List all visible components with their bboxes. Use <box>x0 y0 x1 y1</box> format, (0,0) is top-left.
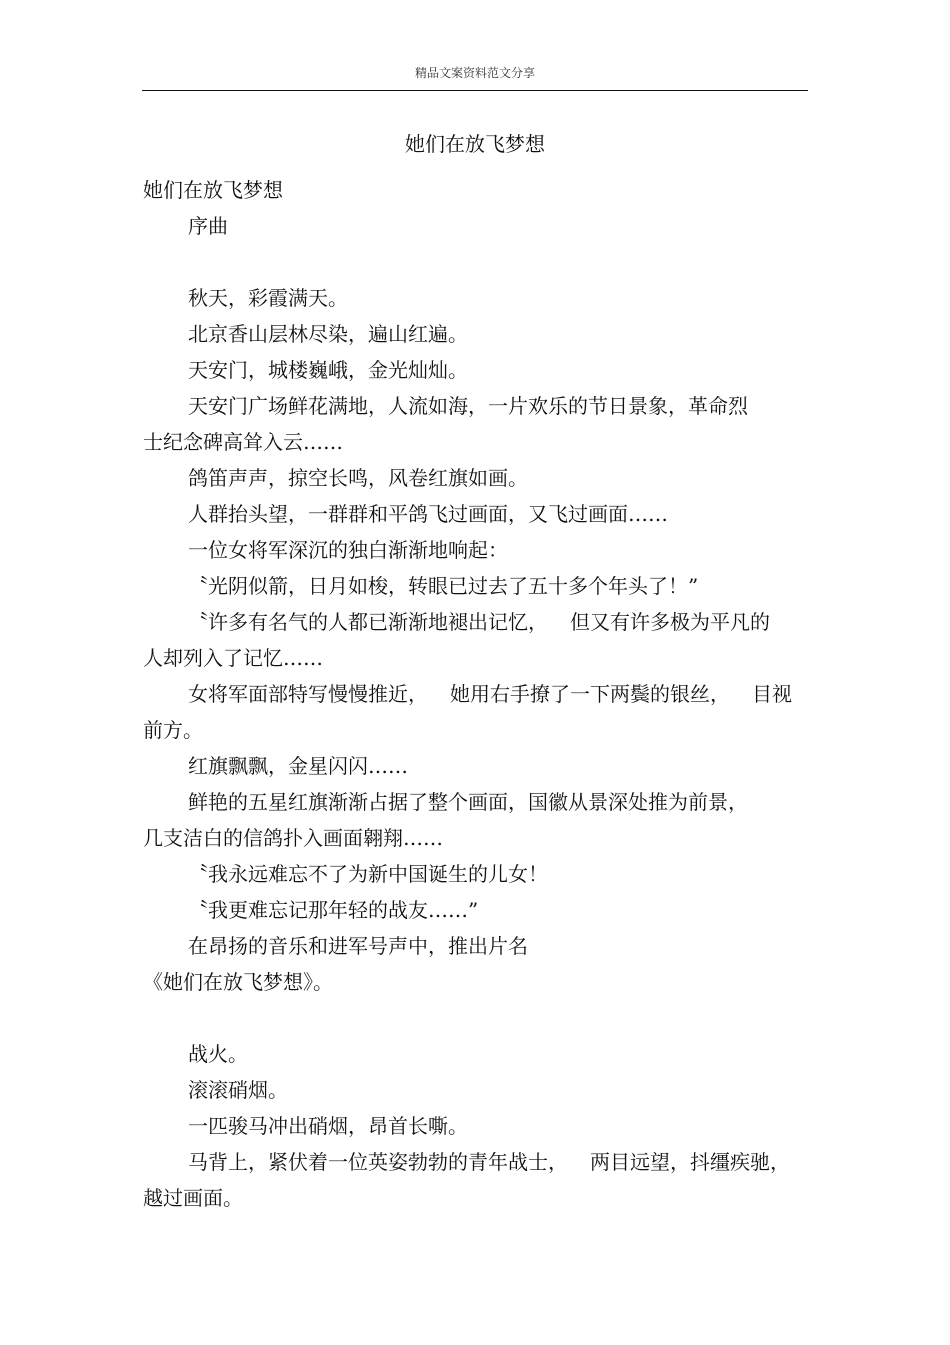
paragraph-line: 红旗飘飘，金星闪闪…… <box>188 754 408 778</box>
paragraph-heading: 她们在放飞梦想 <box>143 178 283 202</box>
paragraph-line: 天安门广场鲜花满地，人流如海，一片欢乐的节日景象，革命烈 <box>188 394 748 418</box>
document-body <box>143 172 807 1216</box>
paragraph-line: 滚滚硝烟。 <box>188 1078 288 1102</box>
quote-line: 〝我更难忘记那年轻的战友……” <box>188 898 479 922</box>
paragraph-line: 人群抬头望，一群群和平鸽飞过画面，又飞过画面…… <box>188 502 668 526</box>
paragraph-line: 越过画面。 <box>143 1186 243 1210</box>
text-segment: 女将军面部特写慢慢推近， <box>188 682 428 706</box>
quote-line: 〝光阴似箭，日月如梭，转眼已过去了五十多个年头了！” <box>188 574 699 598</box>
text-segment: 马背上，紧伏着一位英姿勃勃的青年战士， <box>188 1150 568 1174</box>
document-title: 她们在放飞梦想 <box>405 132 545 156</box>
quote-segment: 但又有许多极为平凡的 <box>570 610 770 634</box>
paragraph-line: 北京香山层林尽染，遍山红遍。 <box>188 322 468 346</box>
paragraph-line: 一位女将军深沉的独白渐渐地响起： <box>188 538 508 562</box>
paragraph-line: 在昂扬的音乐和进军号声中，推出片名 <box>188 934 528 958</box>
paragraph-line <box>143 676 807 712</box>
header-divider <box>142 90 808 91</box>
text-segment: 目视 <box>752 682 792 706</box>
film-title-line: 《她们在放飞梦想》。 <box>143 970 333 994</box>
paragraph-line: 天安门，城楼巍峨，金光灿灿。 <box>188 358 468 382</box>
paragraph-line <box>143 1144 807 1180</box>
paragraph-line: 鸽笛声声，掠空长鸣，风卷红旗如画。 <box>188 466 528 490</box>
paragraph-line: 几支洁白的信鸽扑入画面翱翔…… <box>143 826 443 850</box>
blank-line <box>143 1000 807 1036</box>
quote-line <box>143 604 807 640</box>
paragraph-line: 秋天，彩霞满天。 <box>188 286 348 310</box>
quote-line: 〝我永远难忘不了为新中国诞生的儿女！ <box>188 862 548 886</box>
page-header: 精品文案资料范文分享 <box>414 66 535 80</box>
paragraph-line: 前方。 <box>143 718 203 742</box>
paragraph-line: 一匹骏马冲出硝烟，昂首长嘶。 <box>188 1114 468 1138</box>
text-segment: 两目远望，抖缰疾驰， <box>590 1150 790 1174</box>
paragraph-line: 战火。 <box>188 1042 248 1066</box>
blank-line <box>143 244 807 280</box>
text-segment: 她用右手撩了一下两鬓的银丝， <box>450 682 730 706</box>
section-label: 序曲 <box>188 214 228 238</box>
quote-segment: 〝许多有名气的人都已渐渐地褪出记忆， <box>188 610 548 634</box>
paragraph-line: 鲜艳的五星红旗渐渐占据了整个画面，国徽从景深处推为前景， <box>188 790 748 814</box>
paragraph-line: 人却列入了记忆…… <box>143 646 323 670</box>
paragraph-line: 士纪念碑高耸入云…… <box>143 430 343 454</box>
